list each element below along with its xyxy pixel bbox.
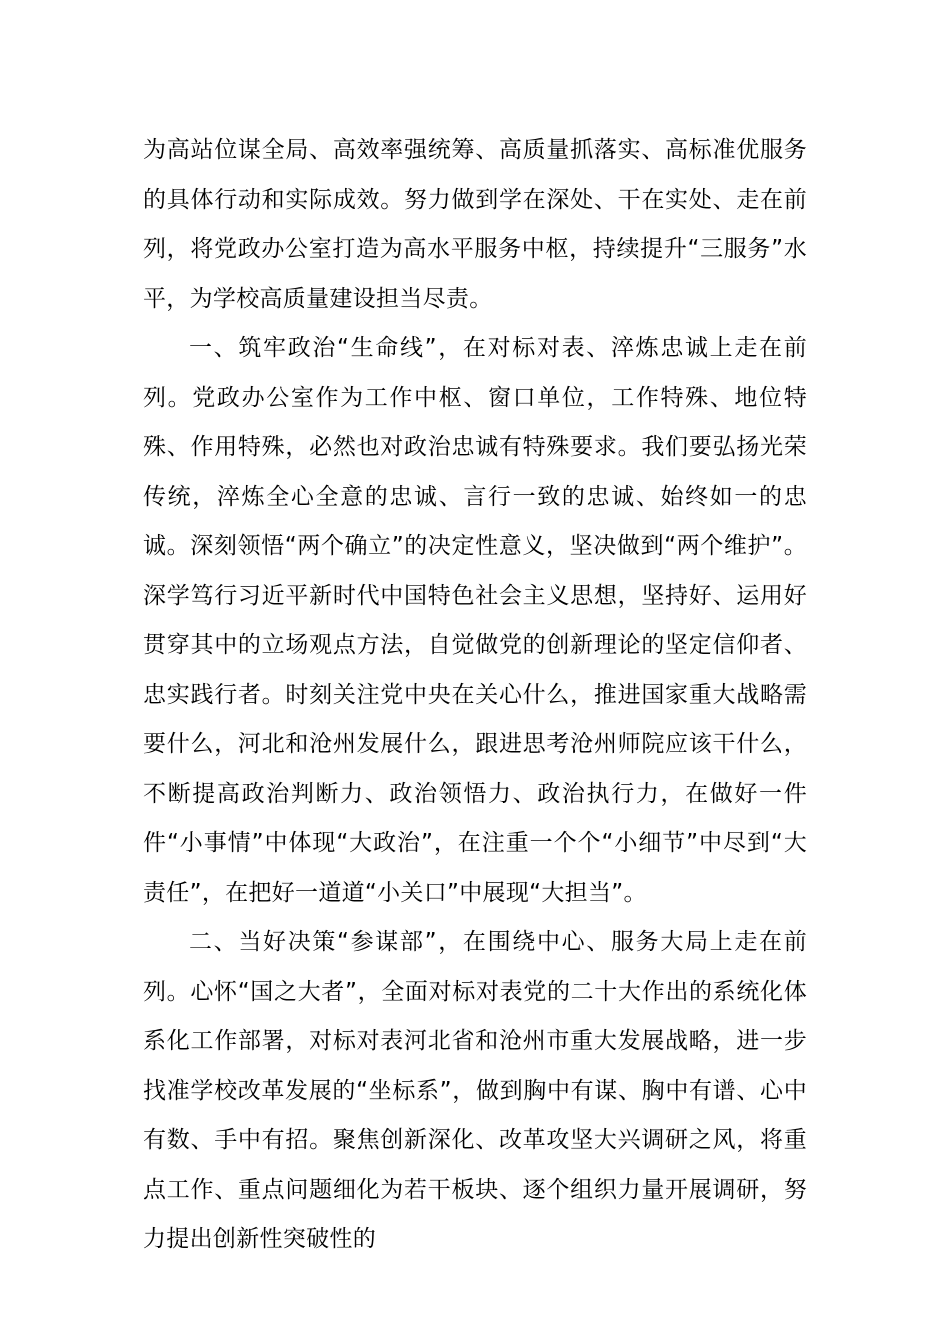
document-body	[143, 126, 807, 1265]
paragraph-section-one: 一、筑牢政治“生命线”，在对标对表、淬炼忠诚上走在前列。党政办公室作为工作中枢、窗口单位，工作特殊、地位特殊、作用特殊，必然也对政治忠诚有特殊要求。我们要弘扬光荣传统，淬炼全心全意的忠诚、言行一致的忠诚、始终如一的忠诚。深刻领悟“两个确立”的决定性意义，坚决做到“两个维护”。深学笃行习近平新时代中国特色社会主义思想，坚持好、运用好贯穿其中的立场观点方法，自觉做党的创新理论的坚定信仰者、忠实践行者。时刻关注党中央在关心什么，推进国家重大战略需要什么，河北和沧州发展什么，跟进思考沧州师院应该干什么，不断提高政治判断力、政治领悟力、政治执行力，在做好一件件“小事情”中体现“大政治”，在注重一个个“小细节”中尽到“大责任”，在把好一道道“小关口”中展现“大担当”。	[143, 335, 807, 906]
paragraph-intro: 为高站位谋全局、高效率强统筹、高质量抓落实、高标准优服务的具体行动和实际成效。努力做到学在深处、干在实处、走在前列，将党政办公室打造为高水平服务中枢，持续提升“三服务”水平，为学校高质量建设担当尽责。	[143, 137, 807, 312]
paragraph-section-two: 二、当好决策“参谋部”，在围绕中心、服务大局上走在前列。心怀“国之大者”，全面对标对表党的二十大作出的系统化体系化工作部署，对标对表河北省和沧州市重大发展战略，进一步找准学校改革发展的“坐标系”，做到胸中有谋、胸中有谱、心中有数、手中有招。聚焦创新深化、改革攻坚大兴调研之风，将重点工作、重点问题细化为若干板块、逐个组织力量开展调研，努力提出创新性突破性的	[143, 929, 807, 1252]
